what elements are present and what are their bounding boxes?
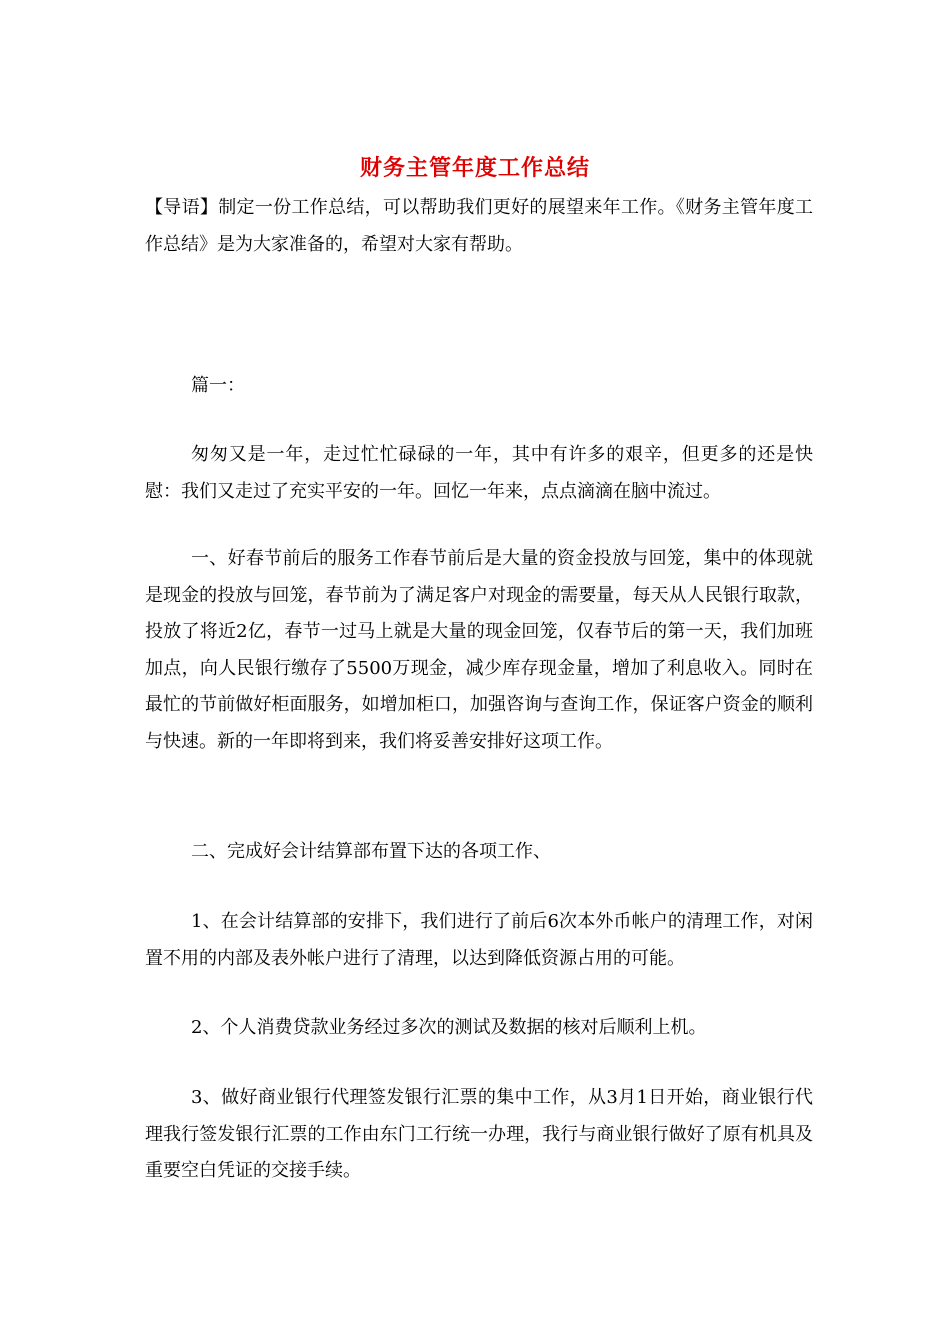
document-title: 财务主管年度工作总结 <box>359 155 590 181</box>
body-paragraph: 2、个人消费贷款业务经过多次的测试及数据的核对后顺利上机。 <box>191 1017 707 1038</box>
body-paragraph: 匆匆又是一年，走过忙忙碌碌的一年，其中有许多的艰辛，但更多的还是快慰：我们又走过了充实平安的一年。回忆一年来，点点滴滴在脑中流过。 <box>145 444 813 502</box>
body-paragraph: 一、好春节前后的服务工作春节前后是大量的资金投放与回笼，集中的体现就是现金的投放与回笼，春节前为了满足客户对现金的需要量，每天从人民银行取款，投放了将近2亿，春节一过马上就是大量的现金回笼，仅春节后的第一天，我们加班加点，向人民银行缴存了5500万现金，减少库存现金量，增加了利息收入。同时在最忙的节前做好柜面服务，如增加柜口，加强咨询与查询工作，保证客户资金的顺利与快速。新的一年即将到来，我们将妥善安排好这项工作。 <box>145 548 813 752</box>
body-paragraph: 二、完成好会计结算部布置下达的各项工作、 <box>191 841 551 862</box>
intro-paragraph: 【导语】制定一份工作总结，可以帮助我们更好的展望来年工作。《财务主管年度工作总结》是为大家准备的，希望对大家有帮助。 <box>145 197 813 255</box>
body-paragraph: 3、做好商业银行代理签发银行汇票的集中工作，从3月1日开始，商业银行代理我行签发银行汇票的工作由东门工行统一办理，我行与商业银行做好了原有机具及重要空白凭证的交接手续。 <box>145 1087 813 1182</box>
section-heading: 篇一： <box>191 375 245 396</box>
body-paragraph: 1、在会计结算部的安排下，我们进行了前后6次本外币帐户的清理工作，对闲置不用的内部及表外帐户进行了清理，以达到降低资源占用的可能。 <box>145 911 813 969</box>
